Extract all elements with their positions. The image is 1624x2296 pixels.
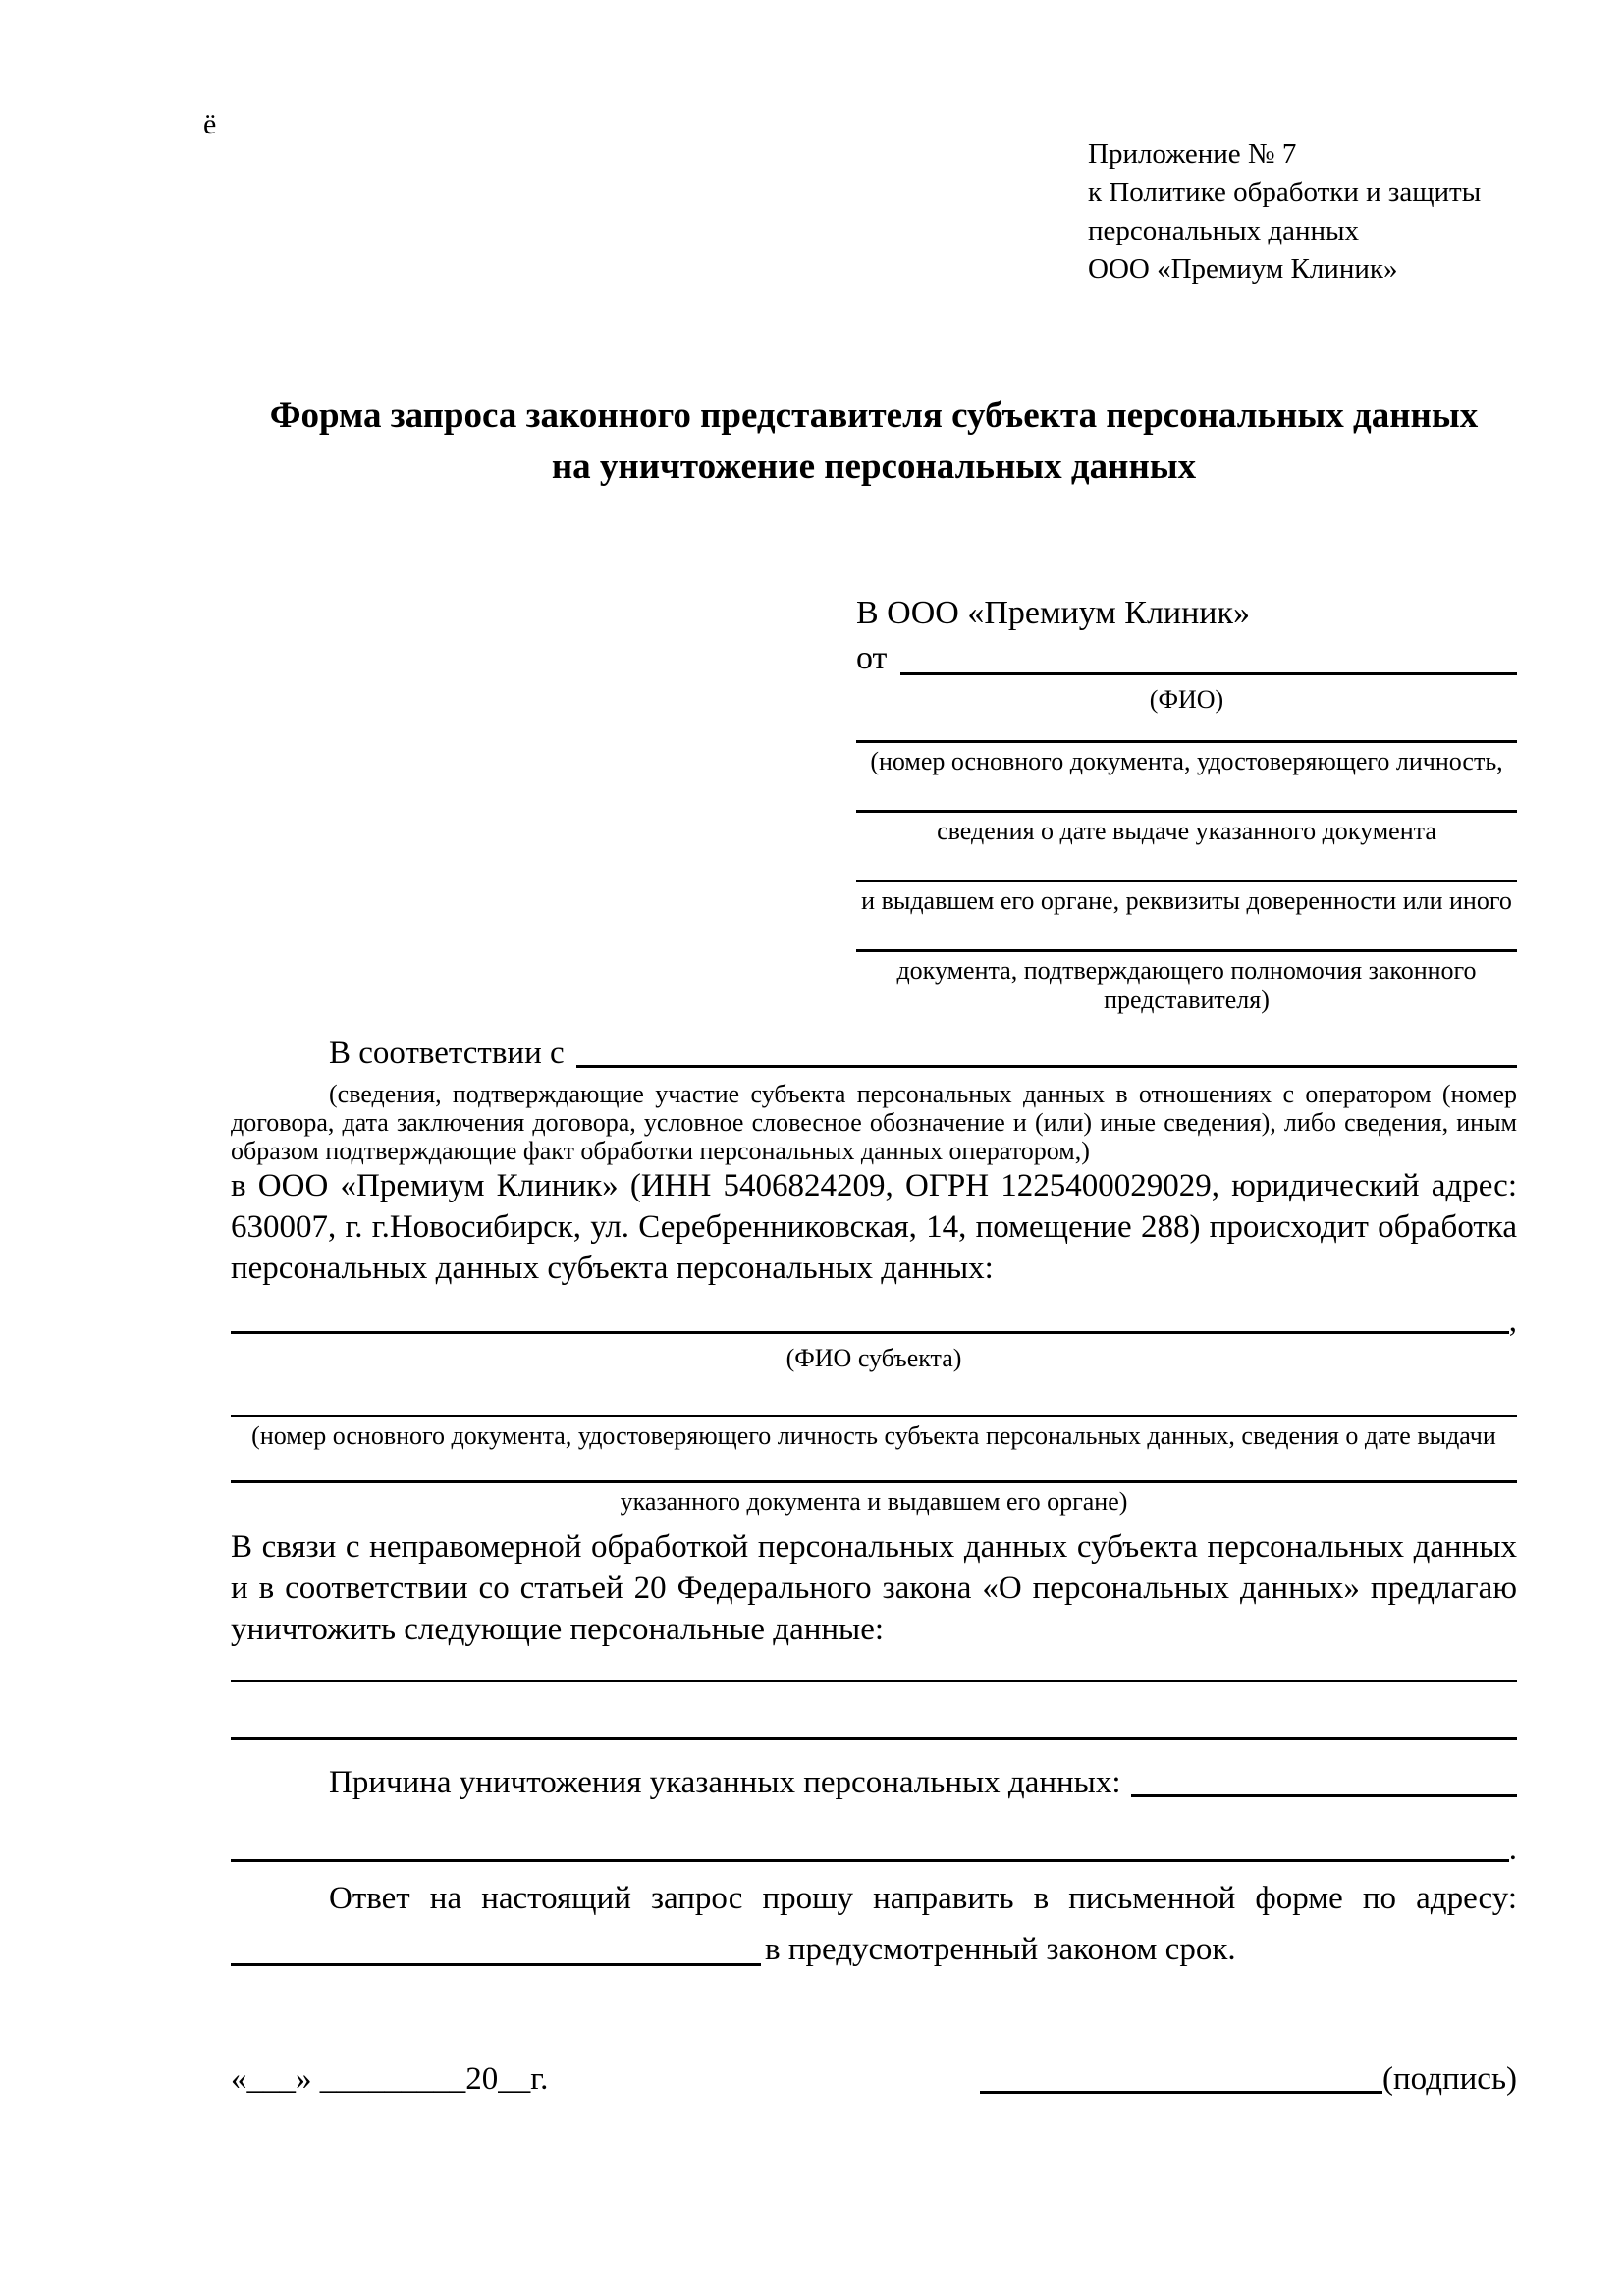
page-title-line-1: Форма запроса законного представителя субъекта персональных данных — [269, 396, 1479, 436]
period-suffix: . — [1508, 1832, 1517, 1867]
fio-blank-line — [900, 672, 1517, 675]
fio-subject-caption: (ФИО субъекта) — [785, 1344, 962, 1372]
subject-fio-row — [231, 1303, 1517, 1340]
appendix-line: персональных данных — [1088, 215, 1360, 246]
appendix-block — [1088, 0, 1517, 289]
appendix-line: ООО «Премиум Клиник» — [1088, 253, 1398, 285]
issuing-authority-blank-line — [856, 880, 1517, 882]
unlawful-processing-paragraph: В связи с неправомерной обработкой персональных данных субъекта персональных данных и в соответствии со статьей 20 Федерального закона «О персональных данных» предлагаю уничтожить следующие персональные данные: — [231, 1529, 1517, 1647]
subject-doc-blank-line-2 — [231, 1480, 1517, 1483]
footer-row — [231, 2056, 1517, 2102]
appendix-line: Приложение № 7 — [1088, 138, 1297, 170]
issue-date-caption: сведения о дате выдаче указанного документа — [937, 817, 1436, 845]
reason-continuation-row — [231, 1831, 1517, 1868]
accordance-note: (сведения, подтверждающие участие субъекта персональных данных в отношениях с оператором (номер договора, дата заключения договора, условное словесное обозначение и (или) иные сведения), либо сведения, иным образом подтверждающие факт обработки персональных данных оператором,) — [231, 1080, 1517, 1165]
reason-continuation-blank-line — [231, 1859, 1509, 1862]
authority-document-caption: документа, подтверждающего полномочия законного представителя) — [896, 956, 1477, 1014]
from-row — [856, 636, 1517, 681]
accordance-row — [231, 1031, 1517, 1076]
page-title — [231, 391, 1517, 493]
comma-suffix: , — [1508, 1304, 1517, 1339]
doc-number-caption: (номер основного документа, удостоверяющего личность, — [870, 747, 1503, 775]
operator-paragraph: в ООО «Премиум Клиник» (ИНН 5406824209, ОГРН 1225400029029, юридический адрес: 630007, г. г.Новосибирск, ул. Серебренниковская, 14, помещение 288) происходит обработка персональных данных субъекта персональных данных: — [231, 1168, 1517, 1286]
doc-number-blank-line — [856, 740, 1517, 743]
date-line: «___» _________20__г. — [231, 2061, 549, 2097]
fio-caption: (ФИО) — [1149, 685, 1224, 714]
recipient-block — [856, 591, 1517, 1015]
subject-doc-caption-1: (номер основного документа, удостоверяющего личность субъекта персональных данных, сведения о дате выдачи — [251, 1421, 1496, 1450]
signature-caption: (подпись) — [1382, 2061, 1517, 2097]
accordance-label: В соответствии с — [329, 1036, 565, 1071]
reason-label: Причина уничтожения указанных персональных данных: — [329, 1765, 1121, 1800]
reason-row — [231, 1760, 1517, 1805]
data-to-destroy-blank-line-2 — [231, 1737, 1517, 1740]
recipient-organization: В ООО «Премиум Клиник» — [856, 595, 1251, 631]
subject-doc-blank-line-1 — [231, 1415, 1517, 1417]
issuing-authority-caption: и выдавшем его органе, реквизиты доверенности или иного — [861, 886, 1512, 915]
subject-doc-caption-2: указанного документа и выдавшем его органе) — [620, 1487, 1128, 1516]
authority-document-blank-line — [856, 949, 1517, 952]
from-label: от — [856, 640, 888, 676]
data-to-destroy-blank-line-1 — [231, 1680, 1517, 1682]
subject-fio-blank-line — [231, 1331, 1509, 1334]
reply-tail: в предусмотренный законом срок. — [765, 1932, 1236, 1967]
stray-character: ё — [203, 108, 217, 140]
reason-blank-line — [1131, 1794, 1517, 1797]
reply-paragraph: Ответ на настоящий запрос прошу направить в письменной форме по адресу: — [329, 1881, 1517, 1916]
page-title-line-2: на уничтожение персональных данных — [551, 447, 1197, 487]
accordance-blank-line — [576, 1065, 1517, 1068]
reply-address-row — [231, 1927, 1517, 1972]
signature-blank-line — [980, 2091, 1382, 2094]
appendix-line: к Политике обработки и защиты — [1088, 177, 1482, 208]
issue-date-blank-line — [856, 810, 1517, 813]
reply-address-blank-line — [231, 1963, 761, 1966]
